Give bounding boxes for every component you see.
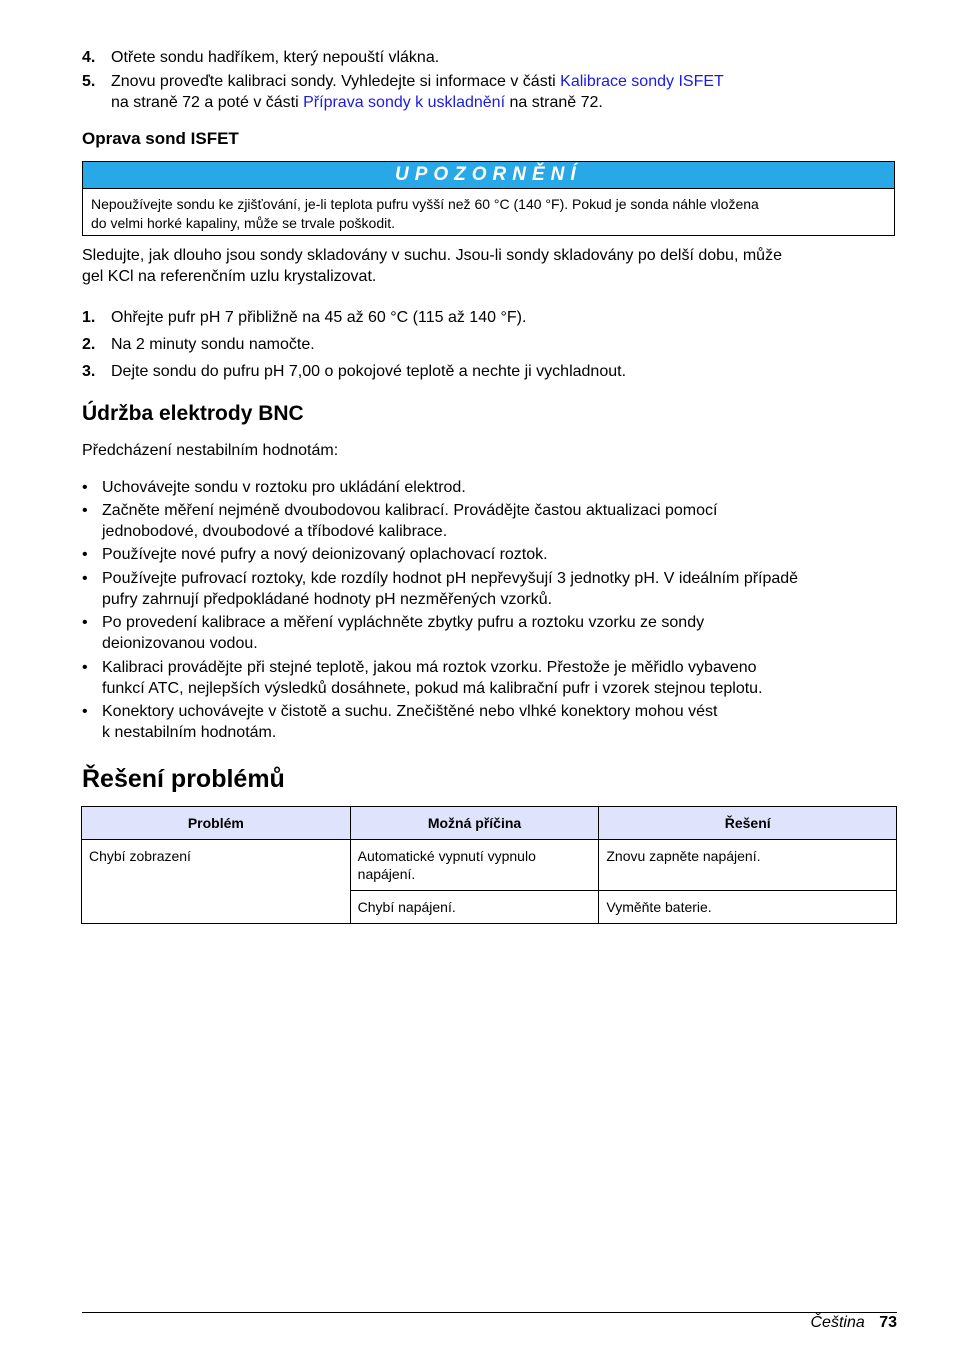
list-line: pufry zahrnují předpokládané hodnoty pH nezměřených vzorků. bbox=[102, 591, 553, 608]
list-item-text bbox=[102, 701, 902, 743]
step-text: Otřete sondu hadříkem, který nepouští vlákna. bbox=[111, 49, 440, 66]
table-row bbox=[82, 840, 897, 891]
list-line: Po provedení kalibrace a měření vypláchněte zbytky pufru a roztoku vzorku ze sondy bbox=[102, 614, 705, 631]
bullet: • bbox=[82, 614, 88, 631]
bullet: • bbox=[82, 546, 88, 563]
bullet: • bbox=[82, 479, 88, 496]
list-line: Uchovávejte sondu v roztoku pro ukládání elektrod. bbox=[102, 479, 466, 496]
list-line: Kalibraci provádějte při stejné teplotě, jakou má roztok vzorku. Přestože je měřidlo vybaveno bbox=[102, 659, 757, 676]
list-line: Začněte měření nejméně dvoubodovou kalibrací. Provádějte častou aktualizaci pomocí bbox=[102, 502, 718, 519]
list-item-text bbox=[102, 612, 902, 654]
step-text-part: na straně 72 a poté v části bbox=[111, 94, 304, 111]
warning-line: Nepoužívejte sondu ke zjišťování, je-li teplota pufru vyšší než 60 °C (140 °F). Pokud je sonda náhle vložena bbox=[91, 196, 759, 212]
cause-line: napájení. bbox=[357, 866, 416, 882]
step-text-part: na straně 72. bbox=[505, 94, 603, 111]
footer-page-number: 73 bbox=[879, 1314, 897, 1331]
step-number: 4. bbox=[82, 49, 96, 66]
list-line: k nestabilním hodnotám. bbox=[102, 724, 277, 741]
paragraph-line: gel KCl na referenčním uzlu krystalizovat. bbox=[82, 268, 377, 285]
list-line: Používejte nové pufry a nový deionizovaný oplachovací roztok. bbox=[102, 546, 548, 563]
step-text-part: Znovu proveďte kalibraci sondy. Vyhledejte si informace v části bbox=[111, 73, 561, 90]
footer-language: Čeština bbox=[810, 1314, 865, 1331]
cause-cell: Chybí napájení. bbox=[350, 891, 599, 924]
warning-box bbox=[82, 161, 895, 236]
footer-rule bbox=[82, 1312, 897, 1313]
link-kalibrace-sondy-isfet[interactable]: Kalibrace sondy ISFET bbox=[560, 73, 724, 90]
cause-cell bbox=[350, 840, 599, 891]
step-text: Na 2 minuty sondu namočte. bbox=[111, 336, 315, 353]
bullet: • bbox=[82, 659, 88, 676]
step-number: 1. bbox=[82, 309, 96, 326]
list-line: funkcí ATC, nejlepších výsledků dosáhnete, pokud má kalibrační pufr i vzorek stejnou teplotu. bbox=[102, 680, 763, 697]
column-header-problem: Problém bbox=[82, 807, 351, 840]
troubleshooting-heading: Řešení problémů bbox=[82, 765, 285, 793]
step-number: 3. bbox=[82, 363, 96, 380]
list-line: deionizovanou vodou. bbox=[102, 635, 258, 652]
list-item-text bbox=[102, 657, 902, 699]
bullet: • bbox=[82, 502, 88, 519]
warning-text bbox=[83, 189, 894, 233]
solution-cell: Znovu zapněte napájení. bbox=[599, 840, 897, 891]
troubleshooting-table bbox=[81, 806, 897, 924]
warning-title: UPOZORNĚNÍ bbox=[83, 162, 894, 189]
list-line: jednobodové, dvoubodové a tříbodové kalibrace. bbox=[102, 523, 448, 540]
list-line: Konektory uchovávejte v čistotě a suchu. Znečištěné nebo vlhké konektory mohou vést bbox=[102, 703, 718, 720]
bullet: • bbox=[82, 703, 88, 720]
step-text: Dejte sondu do pufru pH 7,00 o pokojové teplotě a nechte ji vychladnout. bbox=[111, 363, 627, 380]
step-text: Ohřejte pufr pH 7 přibližně na 45 až 60 °C (115 až 140 °F). bbox=[111, 309, 527, 326]
paragraph-line: Sledujte, jak dlouho jsou sondy skladovány v suchu. Jsou-li sondy skladovány po delší dobu, může bbox=[82, 247, 782, 264]
table-header-row bbox=[82, 807, 897, 840]
list-item-text bbox=[102, 477, 902, 498]
solution-cell: Vyměňte baterie. bbox=[599, 891, 897, 924]
link-priprava-sondy[interactable]: Příprava sondy k uskladnění bbox=[303, 94, 506, 111]
list-line: Používejte pufrovací roztoky, kde rozdíly hodnot pH nepřevyšují 3 jednotky pH. V ideálním případě bbox=[102, 570, 799, 587]
warning-line: do velmi horké kapaliny, může se trvale poškodit. bbox=[91, 215, 395, 231]
cause-line: Automatické vypnutí vypnulo bbox=[357, 848, 536, 864]
list-item-text bbox=[102, 568, 902, 610]
step-number: 5. bbox=[82, 73, 96, 90]
column-header-cause: Možná příčina bbox=[350, 807, 599, 840]
isfet-intro-paragraph bbox=[82, 245, 902, 287]
step-text bbox=[111, 71, 901, 113]
bnc-heading: Údržba elektrody BNC bbox=[82, 402, 304, 425]
list-item-text bbox=[102, 500, 902, 542]
bullet: • bbox=[82, 570, 88, 587]
column-header-solution: Řešení bbox=[599, 807, 897, 840]
isfet-repair-heading: Oprava sond ISFET bbox=[82, 129, 239, 148]
problem-cell: Chybí zobrazení bbox=[82, 840, 351, 924]
step-number: 2. bbox=[82, 336, 96, 353]
bnc-intro: Předcházení nestabilním hodnotám: bbox=[82, 442, 339, 459]
footer bbox=[811, 1313, 898, 1332]
list-item-text bbox=[102, 544, 902, 565]
